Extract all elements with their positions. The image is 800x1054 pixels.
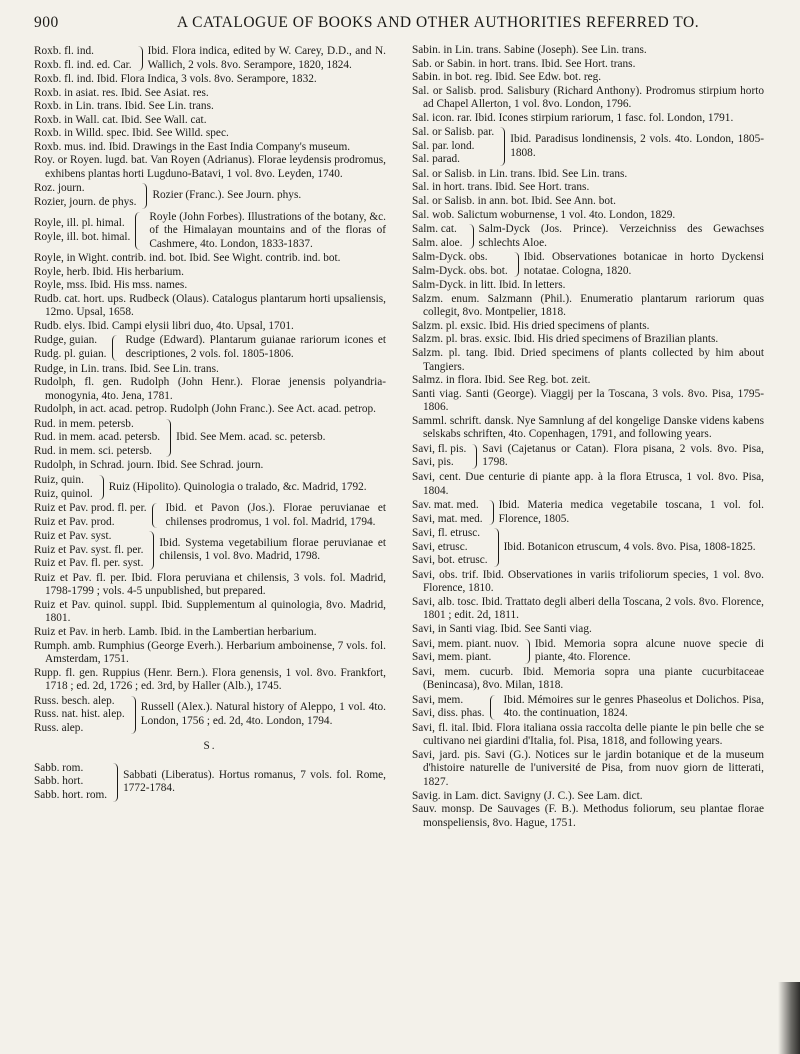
left-column [34, 44, 386, 804]
abbrev: Sabb. hort. rom. [34, 788, 108, 801]
entry-text: Russell (Alex.). Natural history of Aleppo, 1 vol. 4to. London, 1756 ; ed. 2d, 4to. London, 1794. [140, 701, 386, 728]
brace [139, 183, 147, 208]
entry-text: Ibid. Paradisus londinensis, 2 vols. 4to. London, 1805-1808. [510, 133, 764, 159]
bracket-entry [34, 502, 386, 529]
brace [135, 46, 143, 71]
brace [135, 212, 145, 251]
entry: Royle, mss. Ibid. His mss. names. [34, 279, 188, 292]
abbrev: Roz. journ. [34, 182, 85, 195]
abbrev: Savi, mem. [412, 693, 464, 706]
abbrev: Savi, pis. [412, 456, 454, 469]
entry: Sal. or Salisb. prod. Salisbury (Richard Anthony). Prodromus stirpium horto ad Chapel Allerton, 1 vol. 8vo. London, 1796. [412, 84, 764, 111]
abbrev: Savi, etrusc. [412, 540, 468, 553]
entry: Salm-Dyck. in litt. Ibid. In letters. [412, 279, 566, 292]
abbrev: Rud. in mem. sci. petersb. [34, 444, 152, 457]
bracket-entry [412, 223, 764, 250]
brace [486, 500, 494, 525]
entry-text: Ibid. Botanicon etruscum, 4 vols. 8vo. Pisa, 1808-1825. [503, 540, 756, 553]
abbrev: Ruiz et Pav. syst. [34, 530, 112, 543]
entry-text: Sabbati (Liberatus). Hortus romanus, 7 vols. fol. Rome, 1772-1784. [123, 768, 386, 795]
entry: Salzm. pl. tang. Ibid. Dried specimens of plants collected by him about Tangiers. [412, 347, 764, 373]
entry: Salzm. pl. exsic. Ibid. His dried specimens of plants. [412, 319, 650, 332]
abbrev: Savi, mat. med. [412, 512, 483, 525]
right-column [412, 44, 764, 830]
abbrev: Savi, mem. piant. nuov. [412, 637, 519, 650]
brace [491, 528, 499, 567]
entry-text: Rudge (Edward). Plantarum guianae rariorum icones et descriptiones, 2 vols. fol. 1805-1806. [125, 334, 386, 361]
entry: Salzm. pl. bras. exsic. Ibid. His dried specimens of Brazilian plants. [412, 333, 719, 346]
abbrev: Ruiz et Pav. fl. per. syst. [34, 557, 144, 570]
entry: Samml. schrift. dansk. Nye Samnlung af del kongelige Danske videns kabens selskabs schriften, 4to. Copenhagen, 1791, and following years. [412, 414, 764, 441]
entry-text: Ibid. Systema vegetabilium florae peruvianae et chilensis, 1 vol. 8vo. Madrid, 1798. [159, 536, 386, 563]
entry: Roxb. mus. ind. Ibid. Drawings in the East India Company's museum. [34, 140, 351, 153]
bracket-entry [412, 499, 764, 526]
entry-text: Ibid. Observationes botanicae in horto Dyckensi notatae. Cologna, 1820. [523, 251, 764, 277]
running-title: A CATALOGUE OF BOOKS AND OTHER AUTHORITIES REFERRED TO. [176, 14, 700, 31]
entry: Sabin. in bot. reg. Ibid. See Edw. bot. reg. [412, 71, 602, 84]
abbrev: Russ. nat. hist. alep. [34, 708, 125, 721]
entry: Sal. icon. rar. Ibid. Icones stirpium rariorum, 1 fasc. fol. London, 1791. [412, 111, 734, 124]
abbrev: Salm-Dyck. obs. bot. [412, 264, 508, 277]
entry-text: Rozier (Franc.). See Journ. phys. [152, 189, 302, 202]
bracket-entry [412, 638, 764, 665]
abbrev: Russ. besch. alep. [34, 694, 115, 707]
bracket-entry [34, 418, 386, 459]
abbrev: Salm-Dyck. obs. [412, 251, 488, 264]
brace [522, 639, 530, 664]
brace [110, 763, 118, 802]
abbrev: Sabb. hort. [34, 775, 84, 788]
entry: Sab. or Sabin. in hort. trans. Ibid. See Hort. trans. [412, 57, 636, 70]
entry: Roy. or Royen. lugd. bat. Van Royen (Adrianus). Florae leydensis prodromus, exhibens plantas horti Lugduno-Batavi, 1 vol. 8vo. Leyden, 1740. [34, 154, 386, 180]
section-letter: S. [203, 740, 217, 753]
entry-text: Royle (John Forbes). Illustrations of the botany, &c. of the Himalayan mountains and of the floras of Cashmere, 4to. London, 1833-1837. [149, 210, 386, 250]
entry: Ruiz et Pav. in herb. Lamb. Ibid. in the Lambertian herbarium. [34, 625, 317, 638]
entry: Salmz. in flora. Ibid. See Reg. bot. zeit. [412, 374, 591, 387]
entry: Sauv. monsp. De Sauvages (F. B.). Methodus foliorum, seu plantae florae monspeliensis, 8vo. Hague, 1751. [412, 803, 764, 829]
entry-text: Ruiz (Hipolito). Quinologia o tralado, &c. Madrid, 1792. [108, 480, 367, 493]
bracket-entry [34, 762, 386, 803]
entry: Royle, herb. Ibid. His herbarium. [34, 265, 184, 278]
abbrev: Sal. parad. [412, 153, 460, 166]
abbrev: Ruiz et Pav. syst. fl. per. [34, 543, 144, 556]
abbrev: Roxb. fl. ind. ed. Car. [34, 58, 132, 71]
entry: Savi, jard. pis. Savi (G.). Notices sur le jardin botanique et de la museum d'histoire naturelle de l'université de Pisa, from nuov giorn de litterati, 1827. [412, 748, 764, 788]
entry-text: Ibid. Memoria sopra alcune nuove specie di piante, 4to. Florence. [534, 637, 764, 664]
abbrev: Savi, mem. piant. [412, 651, 492, 664]
entry: Ruiz et Pav. quinol. suppl. Ibid. Supplementum al quinologia, 8vo. Madrid, 1801. [34, 598, 386, 625]
abbrev: Sal. par. lond. [412, 139, 475, 152]
abbrev: Roxb. fl. ind. [34, 45, 94, 57]
bracket-entry [34, 474, 386, 501]
bracket-entry [34, 334, 386, 361]
brace [163, 419, 171, 458]
entry: Santi viag. Santi (George). Viaggij per la Toscana, 3 vols. 8vo. Pisa, 1795-1806. [412, 387, 764, 414]
entry-text: Ibid. et Pavon (Jos.). Florae peruvianae et chilenses prodromus, 1 vol. fol. Madrid, 1794. [165, 502, 386, 528]
page-number: 900 [34, 14, 59, 31]
abbrev: Rudg. pl. guian. [34, 348, 107, 361]
entry: Salzm. enum. Salzmann (Phil.). Enumeratio plantarum rariorum quas collegit, 8vo. Montpelier, 1818. [412, 292, 764, 319]
entry: Sal. or Salisb. in Lin. trans. Ibid. See Lin. trans. [412, 167, 628, 180]
brace [511, 252, 519, 277]
abbrev: Salm. aloe. [412, 236, 463, 249]
entry: Rupp. fl. gen. Ruppius (Henr. Bern.). Flora genensis, 1 vol. 8vo. Frankfort, 1718 ; ed. 2d, 1726 ; ed. 3rd, by Haller (Alb.), 1745. [34, 666, 386, 693]
brace [469, 444, 477, 469]
entry: Savi, alb. tosc. Ibid. Trattato degli alberi della Toscana, 2 vols. 8vo. Florence, 1801 ; edit. 2d, 1811. [412, 595, 764, 622]
entry: Sal. or Salisb. in ann. bot. Ibid. See Ann. bot. [412, 195, 616, 208]
brace [497, 127, 505, 166]
brace [96, 475, 104, 500]
entry-text: Salm-Dyck (Jos. Prince). Verzeichniss des Gewachses schlechts Aloe. [478, 223, 764, 249]
abbrev: Savi, bot. etrusc. [412, 554, 488, 567]
entry-text: Ibid. Flora indica, edited by W. Carey, D.D., and N. Wallich, 2 vols. 8vo. Serampore, 1820, 1824. [147, 45, 386, 71]
abbrev: Royle, ill. bot. himal. [34, 230, 131, 243]
bracket-entry [34, 695, 386, 736]
brace [490, 695, 500, 720]
abbrev: Rud. in mem. petersb. [34, 417, 134, 430]
entry-text: Ibid. See Mem. acad. sc. petersb. [176, 431, 326, 444]
brace [152, 503, 162, 528]
bracket-entry [412, 443, 764, 470]
entry-text: Ibid. Materia medica vegetabile toscana, 1 vol. fol. Florence, 1805. [498, 499, 764, 525]
abbrev: Royle, ill. pl. himal. [34, 217, 125, 230]
bracket-entry [34, 211, 386, 252]
abbrev: Rudge, guian. [34, 334, 98, 347]
entry: Rudb. cat. hort. ups. Rudbeck (Olaus). Catalogus plantarum horti upsaliensis, 12mo. Upsal, 1658. [34, 292, 386, 319]
bracket-entry [412, 126, 764, 167]
abbrev: Rud. in mem. acad. petersb. [34, 431, 161, 444]
entry: Rudge, in Lin. trans. Ibid. See Lin. trans. [34, 362, 219, 375]
entry: Roxb. fl. ind. Ibid. Flora Indica, 3 vols. 8vo. Serampore, 1832. [34, 73, 317, 86]
entry: Savi, obs. trif. Ibid. Observationes in variis trifoliorum species, 1 vol. 8vo. Florence, 1810. [412, 568, 764, 595]
abbrev: Sabb. rom. [34, 761, 84, 774]
bracket-entry [34, 45, 386, 72]
entry: Savig. in Lam. dict. Savigny (J. C.). See Lam. dict. [412, 789, 643, 802]
entry: Roxb. in Wall. cat. Ibid. See Wall. cat. [34, 113, 207, 126]
abbrev: Sal. or Salisb. par. [412, 126, 495, 139]
entry: Roxb. in Willd. spec. Ibid. See Willd. spec. [34, 127, 229, 140]
entry: Royle, in Wight. contrib. ind. bot. Ibid. See Wight. contrib. ind. bot. [34, 252, 341, 265]
brace [128, 696, 136, 735]
brace [146, 531, 154, 570]
entry: Rumph. amb. Rumphius (George Everh.). Herbarium amboinense, 7 vols. fol. Amsterdam, 1751. [34, 639, 386, 666]
entry: Savi, in Santi viag. Ibid. See Santi viag. [412, 622, 592, 635]
entry: Rudolph, in act. acad. petrop. Rudolph (John Franc.). See Act. acad. petrop. [34, 403, 376, 416]
page-header [0, 14, 800, 36]
entry: Roxb. in asiat. res. Ibid. See Asiat. res. [34, 86, 209, 99]
abbrev: Savi, fl. pis. [412, 442, 467, 455]
abbrev: Ruiz et Pav. prod. [34, 515, 115, 528]
page-edge-shadow [778, 982, 800, 1054]
bracket-entry [34, 530, 386, 571]
entry: Roxb. in Lin. trans. Ibid. See Lin. trans. [34, 100, 214, 113]
abbrev: Russ. alep. [34, 721, 84, 734]
abbrev: Ruiz et Pav. prod. fl. per. [34, 502, 147, 515]
entry: Savi, mem. cucurb. Ibid. Memoria sopra una piante cucurbitaceae (Benincasa), 8vo. Milan, 1818. [412, 665, 764, 692]
entry: Sal. wob. Salictum woburnense, 1 vol. 4to. London, 1829. [412, 208, 676, 221]
entry: Rudolph, fl. gen. Rudolph (John Henr.). Florae jenensis polyandria-monogynia, 4to. Jena, 1781. [34, 376, 386, 402]
abbrev: Ruiz, quin. [34, 473, 84, 486]
entry-text: Savi (Cajetanus or Catan). Flora pisana, 2 vols. 8vo. Pisa, 1798. [482, 442, 764, 469]
entry-text: Ibid. Mémoires sur le genres Phaseolus et Dolichos. Pisa, 4to. the continuation, 1824. [503, 693, 764, 720]
abbrev: Rozier, journ. de phys. [34, 196, 137, 209]
abbrev: Sav. mat. med. [412, 499, 479, 512]
abbrev: Salm. cat. [412, 223, 457, 236]
bracket-entry [412, 694, 764, 721]
brace [112, 335, 122, 360]
bracket-entry [412, 251, 764, 278]
brace [466, 224, 474, 249]
entry: Ruiz et Pav. fl. per. Ibid. Flora peruviana et chilensis, 3 vols. fol. Madrid, 1798-1799 ; vols. 4-5 unpublished, but prepared. [34, 571, 386, 598]
bracket-entry [34, 182, 386, 209]
entry: Sabin. in Lin. trans. Sabine (Joseph). See Lin. trans. [412, 44, 647, 56]
abbrev: Savi, fl. etrusc. [412, 527, 481, 540]
entry: Savi, cent. Due centurie di piante app. à la flora Etrusca, 1 vol. 8vo. Pisa, 1804. [412, 470, 764, 497]
entry: Savi, fl. ital. Ibid. Flora italiana ossia raccolta delle piante le pin belle che se cultivano nei giardini d'Italia, fol. Pisa, 1818, and following years. [412, 721, 764, 748]
abbrev: Savi, diss. phas. [412, 707, 485, 720]
entry: Rudb. elys. Ibid. Campi elysii libri duo, 4to. Upsal, 1701. [34, 319, 294, 332]
abbrev: Ruiz, quinol. [34, 487, 93, 500]
entry: Sal. in hort. trans. Ibid. See Hort. trans. [412, 181, 590, 194]
bracket-entry [412, 527, 764, 568]
entry: Rudolph, in Schrad. journ. Ibid. See Schrad. journ. [34, 459, 264, 472]
